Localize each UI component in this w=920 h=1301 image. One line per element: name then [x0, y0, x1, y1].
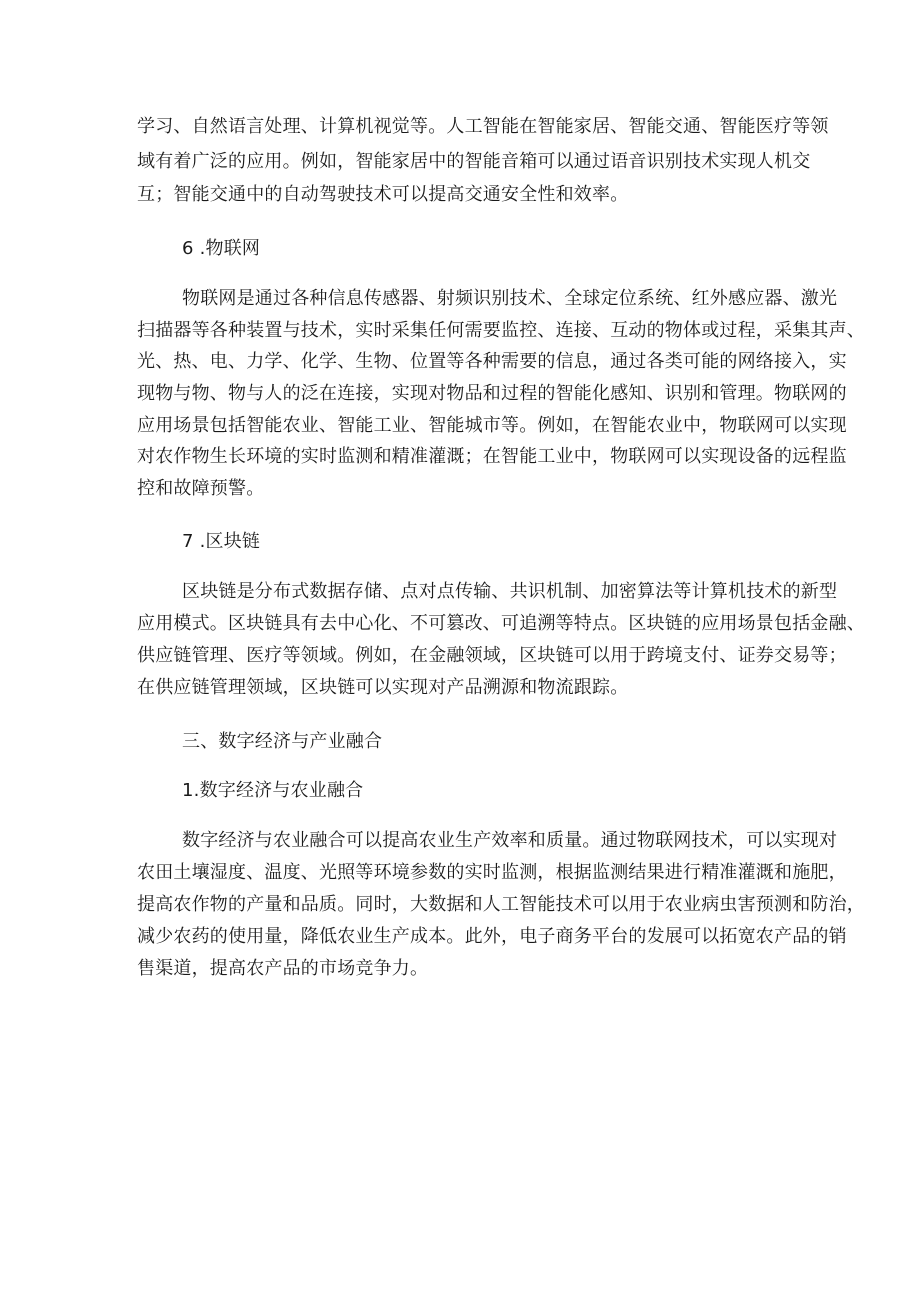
paragraph-iot-line: 现物与物、物与人的泛在连接，实现对物品和过程的智能化感知、识别和管理。物联网的 — [137, 383, 847, 404]
paragraph-agri-line: 减少农药的使用量，降低农业生产成本。此外，电子商务平台的发展可以拓宽农产品的销 — [137, 926, 847, 947]
paragraph-agri-line: 数字经济与农业融合可以提高农业生产效率和质量。通过物联网技术，可以实现对 — [182, 830, 838, 851]
paragraph-agri-line: 提高农作物的产量和品质。同时，大数据和人工智能技术可以用于农业病虫害预测和防治， — [137, 894, 865, 915]
paragraph-ai-line: 域有着广泛的应用。例如，智能家居中的智能音箱可以通过语音识别技术实现人机交 — [137, 151, 811, 172]
paragraph-agri-line: 售渠道，提高农产品的市场竞争力。 — [137, 958, 429, 979]
paragraph-blockchain-line: 在供应链管理领域，区块链可以实现对产品溯源和物流跟踪。 — [137, 677, 629, 698]
paragraph-blockchain-line: 供应链管理、医疗等领域。例如，在金融领域，区块链可以用于跨境支付、证券交易等； — [137, 645, 847, 666]
paragraph-iot-line: 应用场景包括智能农业、智能工业、智能城市等。例如，在智能农业中，物联网可以实现 — [137, 415, 847, 436]
paragraph-ai-line: 学习、自然语言处理、计算机视觉等。人工智能在智能家居、智能交通、智能医疗等领 — [137, 116, 829, 137]
section-heading: 三、数字经济与产业融合 — [182, 731, 383, 752]
subheading-agriculture: 1.数字经济与农业融合 — [182, 780, 364, 801]
paragraph-agri-line: 农田土壤湿度、温度、光照等环境参数的实时监测，根据监测结果进行精准灌溉和施肥， — [137, 862, 847, 883]
heading-iot: 6 .物联网 — [182, 238, 261, 259]
heading-blockchain: 7 .区块链 — [182, 531, 261, 552]
paragraph-iot-line: 物联网是通过各种信息传感器、射频识别技术、全球定位系统、红外感应器、激光 — [182, 288, 838, 309]
paragraph-blockchain-line: 区块链是分布式数据存储、点对点传输、共识机制、加密算法等计算机技术的新型 — [182, 581, 838, 602]
paragraph-iot-line: 光、热、电、力学、化学、生物、位置等各种需要的信息，通过各类可能的网络接入，实 — [137, 351, 847, 372]
paragraph-iot-line: 控和故障预警。 — [137, 478, 265, 499]
paragraph-blockchain-line: 应用模式。区块链具有去中心化、不可篡改、可追溯等特点。区块链的应用场景包括金融、 — [137, 613, 865, 634]
paragraph-ai-line: 互；智能交通中的自动驾驶技术可以提高交通安全性和效率。 — [137, 184, 629, 205]
paragraph-iot-line: 扫描器等各种装置与技术，实时采集任何需要监控、连接、互动的物体或过程，采集其声、 — [137, 320, 865, 341]
paragraph-iot-line: 对农作物生长环境的实时监测和精准灌溉；在智能工业中，物联网可以实现设备的远程监 — [137, 446, 847, 467]
